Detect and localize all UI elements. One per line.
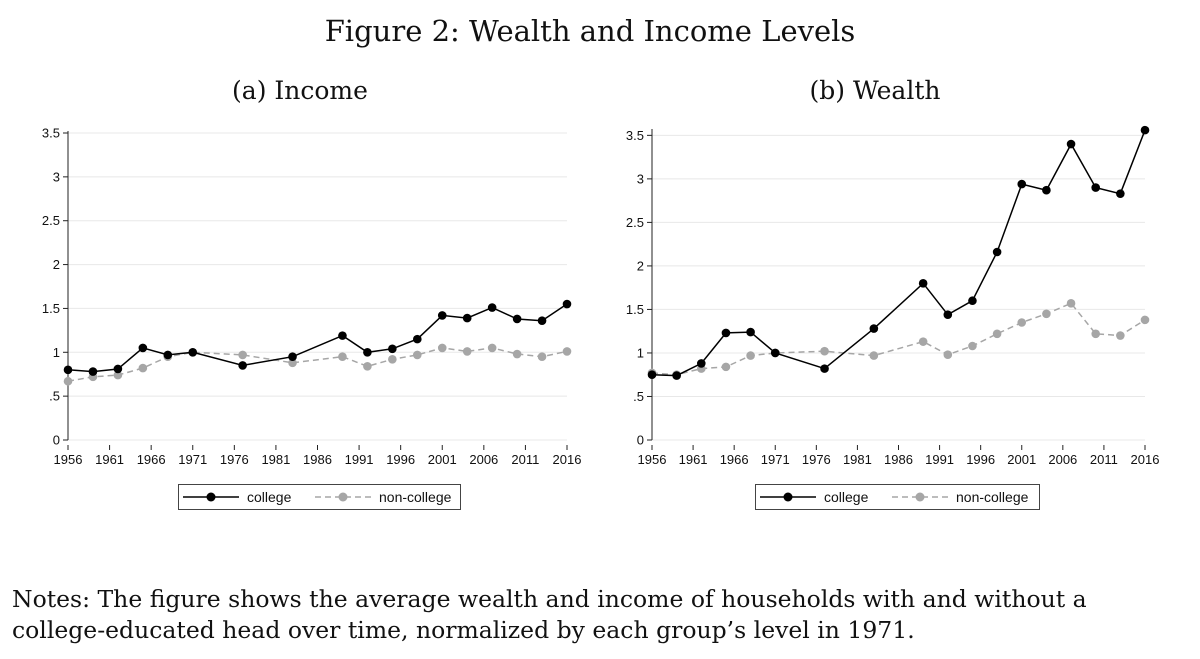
college-point [463, 314, 472, 323]
noncollege-point [538, 352, 547, 361]
x-tick-label: 2016 [1130, 452, 1160, 467]
college-point [139, 344, 148, 353]
college-point [563, 300, 572, 309]
x-tick-label: 2016 [552, 452, 582, 467]
x-tick-label: 2001 [427, 452, 457, 467]
noncollege-point [1116, 331, 1125, 340]
income-chart [0, 0, 600, 480]
college-point [413, 335, 422, 344]
x-tick-label: 1966 [719, 452, 749, 467]
college-point [1067, 140, 1076, 149]
college-point [771, 349, 780, 358]
legend-college-label: college [247, 489, 292, 505]
x-tick-label: 1996 [966, 452, 996, 467]
college-point [238, 361, 247, 370]
noncollege-point [1017, 318, 1026, 327]
noncollege-point [488, 344, 497, 353]
noncollege-point [64, 377, 73, 386]
legend-college-marker [784, 493, 793, 502]
college-point [288, 352, 297, 361]
college-point [746, 328, 755, 337]
wealth-legend [755, 484, 1040, 510]
noncollege-point [870, 351, 879, 360]
college-point [538, 316, 547, 325]
noncollege-point [1091, 330, 1100, 339]
x-tick-label: 1991 [925, 452, 955, 467]
x-tick-label: 1961 [95, 452, 125, 467]
x-tick-label: 1976 [219, 452, 249, 467]
college-point [388, 344, 397, 353]
college-point [944, 310, 953, 319]
college-point [672, 371, 681, 380]
x-tick-label: 2006 [469, 452, 499, 467]
noncollege-point [919, 337, 928, 346]
noncollege-point [722, 363, 731, 372]
college-point [1017, 180, 1026, 189]
y-tick-label: 3.5 [625, 127, 644, 143]
x-tick-label: 1971 [178, 452, 208, 467]
noncollege-point [363, 362, 372, 371]
noncollege-point [1042, 309, 1051, 318]
college-point [164, 351, 173, 360]
x-tick-label: 1971 [760, 452, 790, 467]
college-point [919, 279, 928, 288]
income-panel [0, 0, 600, 520]
wealth-chart [600, 0, 1180, 480]
legend-noncollege-marker [916, 493, 925, 502]
x-tick-label: 1961 [678, 452, 708, 467]
figure-notes: Notes: The figure shows the average wealth and income of households with and without a college-educated head over time, normalized by each group’s level in 1971. [12, 585, 1087, 644]
college-point [870, 324, 879, 333]
wealth-panel [600, 0, 1180, 520]
y-tick-label: 1.5 [41, 300, 60, 316]
college-point [363, 348, 372, 357]
noncollege-point [1141, 316, 1150, 325]
y-tick-label: 0 [52, 432, 60, 448]
noncollege-point [746, 351, 755, 360]
x-tick-label: 1966 [136, 452, 166, 467]
college-point [338, 331, 347, 340]
figure-title: Figure 2: Wealth and Income Levels [324, 14, 856, 48]
x-tick-label: 1996 [386, 452, 416, 467]
wealth-chart-title: (b) Wealth [809, 76, 941, 105]
x-tick-label: 1986 [303, 452, 332, 467]
college-point [968, 296, 977, 305]
noncollege-point [1067, 299, 1076, 308]
y-tick-label: 1.5 [625, 301, 644, 317]
x-tick-label: 1956 [53, 452, 83, 467]
college-point [188, 348, 197, 357]
noncollege-point [463, 347, 472, 356]
x-tick-label: 2011 [511, 452, 540, 467]
college-point [1141, 126, 1150, 135]
noncollege-point [388, 355, 397, 364]
noncollege-point [563, 347, 572, 356]
x-tick-label: 2006 [1048, 452, 1078, 467]
noncollege-point [338, 352, 347, 361]
noncollege-point [993, 330, 1002, 339]
y-tick-label: 2.5 [625, 214, 644, 230]
y-tick-label: .5 [49, 388, 60, 404]
legend-college-label: college [824, 489, 869, 505]
legend-noncollege-label: non-college [956, 489, 1029, 505]
x-tick-label: 2001 [1007, 452, 1037, 467]
y-tick-label: 3 [636, 171, 644, 187]
x-tick-label: 1986 [884, 452, 913, 467]
college-point [697, 359, 706, 368]
y-tick-label: 3.5 [41, 125, 60, 141]
x-tick-label: 1956 [637, 452, 667, 467]
college-point [993, 248, 1002, 257]
noncollege-point [238, 351, 247, 360]
college-series-line [68, 304, 567, 372]
noncollege-point [438, 344, 447, 353]
y-tick-label: 0 [636, 432, 644, 448]
college-point [1091, 183, 1100, 192]
y-tick-label: 2 [636, 258, 644, 274]
x-tick-label: 1981 [842, 452, 872, 467]
legend-noncollege-label: non-college [379, 489, 452, 505]
noncollege-point [968, 342, 977, 351]
college-point [488, 303, 497, 312]
noncollege-point [139, 364, 148, 373]
y-tick-label: 1 [52, 344, 60, 360]
noncollege-point [513, 350, 522, 359]
college-point [820, 364, 829, 373]
college-point [1116, 189, 1125, 198]
noncollege-point [820, 347, 829, 356]
college-point [438, 311, 447, 320]
legend-college-marker [207, 493, 216, 502]
income-chart-title: (a) Income [232, 76, 368, 105]
y-tick-label: 3 [52, 169, 60, 185]
college-point [513, 315, 522, 324]
x-tick-label: 1981 [261, 452, 291, 467]
college-point [64, 366, 73, 375]
legend-noncollege-marker [339, 493, 348, 502]
noncollege-point [944, 350, 953, 359]
college-point [1042, 186, 1051, 195]
income-legend [178, 484, 461, 510]
x-tick-label: 2011 [1089, 452, 1118, 467]
college-point [89, 367, 98, 376]
y-tick-label: 1 [636, 345, 644, 361]
x-tick-label: 1991 [344, 452, 374, 467]
x-tick-label: 1976 [801, 452, 831, 467]
noncollege-point [413, 351, 422, 360]
y-tick-label: .5 [633, 388, 644, 404]
college-point [114, 365, 123, 374]
y-tick-label: 2 [52, 257, 60, 273]
y-tick-label: 2.5 [41, 213, 60, 229]
college-point [648, 370, 657, 379]
college-series-line [652, 130, 1145, 376]
college-point [722, 329, 731, 338]
